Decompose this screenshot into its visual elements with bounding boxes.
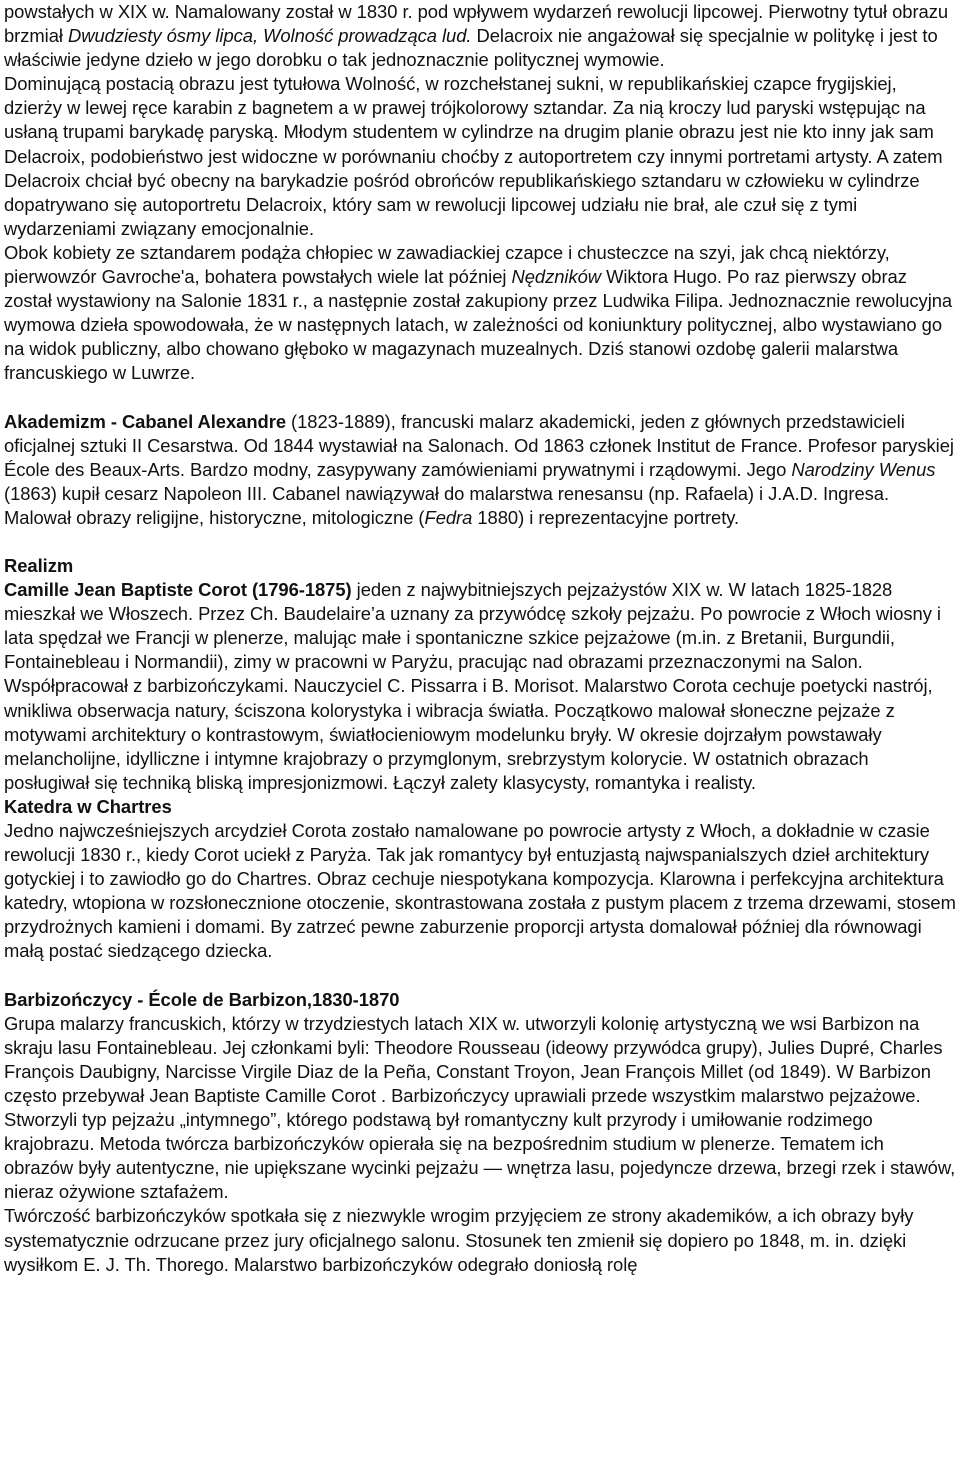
paragraph-chartres: Jedno najwcześniejszych arcydzieł Corota zostało namalowane po powrocie artysty z Włoch, a dokładnie w czasie rewolucji 1830 r., kiedy Corot uciekł z Paryża. Tak jak romantycy był entuzjastą najwspanialszych dzieł architektury gotyckiej i to zawiodło go do Chartres. Obraz cechuje niespotykana kompozycja. Klarowna i perfekcyjna architektura katedry, wtopiona w rozsłonecznione otoczenie, skontrastowana została z pustym placem z trzema drzewami, stosem przydrożnych kamieni i domami. By zatrzeć pewne zaburzenie proporcji artysta domalował później dla równowagi małą postać siedzącego dziecka. [4,820,956,962]
italic-title: Nędzników [511,266,602,288]
text-run: jeden z najwybitniejszych pejzażystów XIX w. W latach 1825-1828 mieszkał we Włoszech. Przez Ch. Baudelaire’a uznany za przywódcę szkoły pejzażu. Po powrocie z Włoch wiosny i lata spędzał we Francji w plenerze, malując małe i spontaniczne szkice pejzażowe (m.in. z Bretanii, Burgundii, Fontainebleau i Normandii), zimy w pracowni w Paryżu, pracując nad obrazami przeznaczonymi na Salon. Współpracował z barbizończykami. Nauczyciel C. Pissarra i B. Morisot. Malarstwo Corota cechuje poetycki nastrój, wnikliwa obserwacja natury, ściszona kolorystyka i wibracja światła. Początkowo malował słoneczne pejzaże z motywami architektury o kontrastowym, światłocieniowym modelunku bryły. W okresie dojrzałym powstawały melancholijne, idylliczne i intymne krajobrazy o przymglonym, srebrzystym kolorycie. W ostatnich obrazach posługiwał się techniką bliską impresjonizmowi. Łączył zalety klasycysty, romantyka i realisty. [4,579,941,793]
italic-title: Fedra [424,506,473,528]
section-heading: Akademizm - Cabanel Alexandre [4,410,286,432]
paragraph-liberty-origin [4,0,956,72]
section-heading-barbizon: Barbizończycy - École de Barbizon,1830-1870 [4,988,400,1010]
italic-title: Dwudziesty ósmy lipca, Wolność prowadząca lud. [67,25,472,47]
text-run: 1880) i reprezentacyjne portrety. [472,506,740,528]
spacer [4,386,956,410]
text-run: Wiktora Hugo. Po raz pierwszy obraz został wystawiony na Salonie 1831 r., a następnie został zakupiony przez Ludwika Filipa. Jednoznacznie rewolucyjna wymowa dzieła spowodowała, że w następnych latach, w zależności od koniunktury politycznej, albo wystawiano go na widok publiczny, albo chowano głęboko w magazynach muzealnych. Dziś stanowi ozdobę galerii malarstwa francuskiego w Luwrze. [4,266,953,384]
document-page [4,0,956,1277]
name-heading: Camille Jean Baptiste Corot (1796-1875) [4,579,352,601]
text-run: (1823-1889), francuski malarz akademicki, jeden z głównych przedstawicieli oficjalnej sztuki II Cesarstwa. Od 1844 wystawiał na Salonach. Od 1863 członek Institut de France. Profesor paryskiej École des Beaux-Arts. Bardzo modny, zasypywany zamówieniami prywatnymi i rządowymi. Jego [4,410,954,480]
section-heading-realism: Realizm [4,554,74,576]
paragraph-corot [4,578,956,795]
text-run: Obok kobiety ze sztandarem podąża chłopiec w zawadiackiej czapce i chusteczce na szyi, jak chcą niektórzy, pierwowzór Gavroche'a, bohatera powstałych wiele lat później [4,241,890,288]
section-heading-chartres: Katedra w Chartres [4,795,172,817]
text-run: powstałych w XIX w. Namalowany został w 1830 r. pod wpływem wydarzeń rewolucji lipcowej. Pierwotny tytuł obrazu brzmiał [4,1,949,47]
paragraph-liberty-boy [4,241,956,386]
text-run: (1863) kupił cesarz Napoleon III. Cabanel nawiązywał do malarstwa renesansu (np. Rafaela) i J.A.D. Ingresa. Malował obrazy religijne, historyczne, mitologiczne ( [4,482,889,528]
italic-title: Narodziny Wenus [791,458,936,480]
paragraph-barbizon-1: Grupa malarzy francuskich, którzy w trzydziestych latach XIX w. utworzyli kolonię artystyczną we wsi Barbizon na skraju lasu Fontainebleau. Jej członkami byli: Theodore Rousseau (ideowy przywódca grupy), Julies Dupré, Charles François Daubigny, Narcisse Virgile Diaz de la Peña, Constant Troyon, Jean François Millet (od 1849). W Barbizon często przebywał Jean Baptiste Camille Corot . Barbizończycy uprawiali przede wszystkim malarstwo pejzażowe. Stworzyli typ pejzażu „intymnego”, którego podstawą był romantyczny kult przyrody i umiłowanie rodzimego krajobrazu. Metoda twórcza barbizończyków opierała się na bezpośrednim studium w plenerze. Tematem ich obrazów były autentyczne, nie upiększane wycinki pejzażu — wnętrza lasu, pojedyncze drzewa, brzegi rzek i stawów, nieraz ożywione sztafażem. [4,1012,956,1203]
paragraph-barbizon-2: Twórczość barbizończyków spotkała się z niezwykle wrogim przyjęciem ze strony akademików, a ich obrazy były systematycznie odrzucane przez jury oficjalnego salonu. Stosunek ten zmienił się dopiero po 1848, m. in. dzięki wysiłkom E. J. Th. Thorego. Malarstwo barbizończyków odegrało doniosłą rolę [4,1205,914,1275]
paragraph-cabanel [4,410,956,530]
paragraph-liberty-description: Dominującą postacią obrazu jest tytułowa Wolność, w rozchełstanej sukni, w republikańskiej czapce frygijskiej, dzierży w lewej ręce karabin z bagnetem a w prawej trójkolorowy sztandar. Za nią kroczy lud paryski wstępując na usłaną trupami barykadę paryską. Młodym studentem w cylindrze na drugim planie obrazu jest nie kto inny jak sam Delacroix, podobieństwo jest widoczne w porównaniu choćby z autoportretem czy innymi portretami artysty. A zatem Delacroix chciał być obecny na barykadzie pośród obrońców republikańskiego sztandaru w człowieku w cylindrze dopatrywano się autoportretu Delacroix, który sam w rewolucji lipcowej udziału nie brał, ale czuł się z tymi wydarzeniami związany emocjonalnie. [4,73,943,239]
text-run: Delacroix nie angażował się specjalnie w politykę i jest to właściwie jedyne dzieło w jego dorobku o tak jednoznacznie politycznej wymowie. [4,25,938,71]
spacer [4,530,956,554]
spacer [4,964,956,988]
